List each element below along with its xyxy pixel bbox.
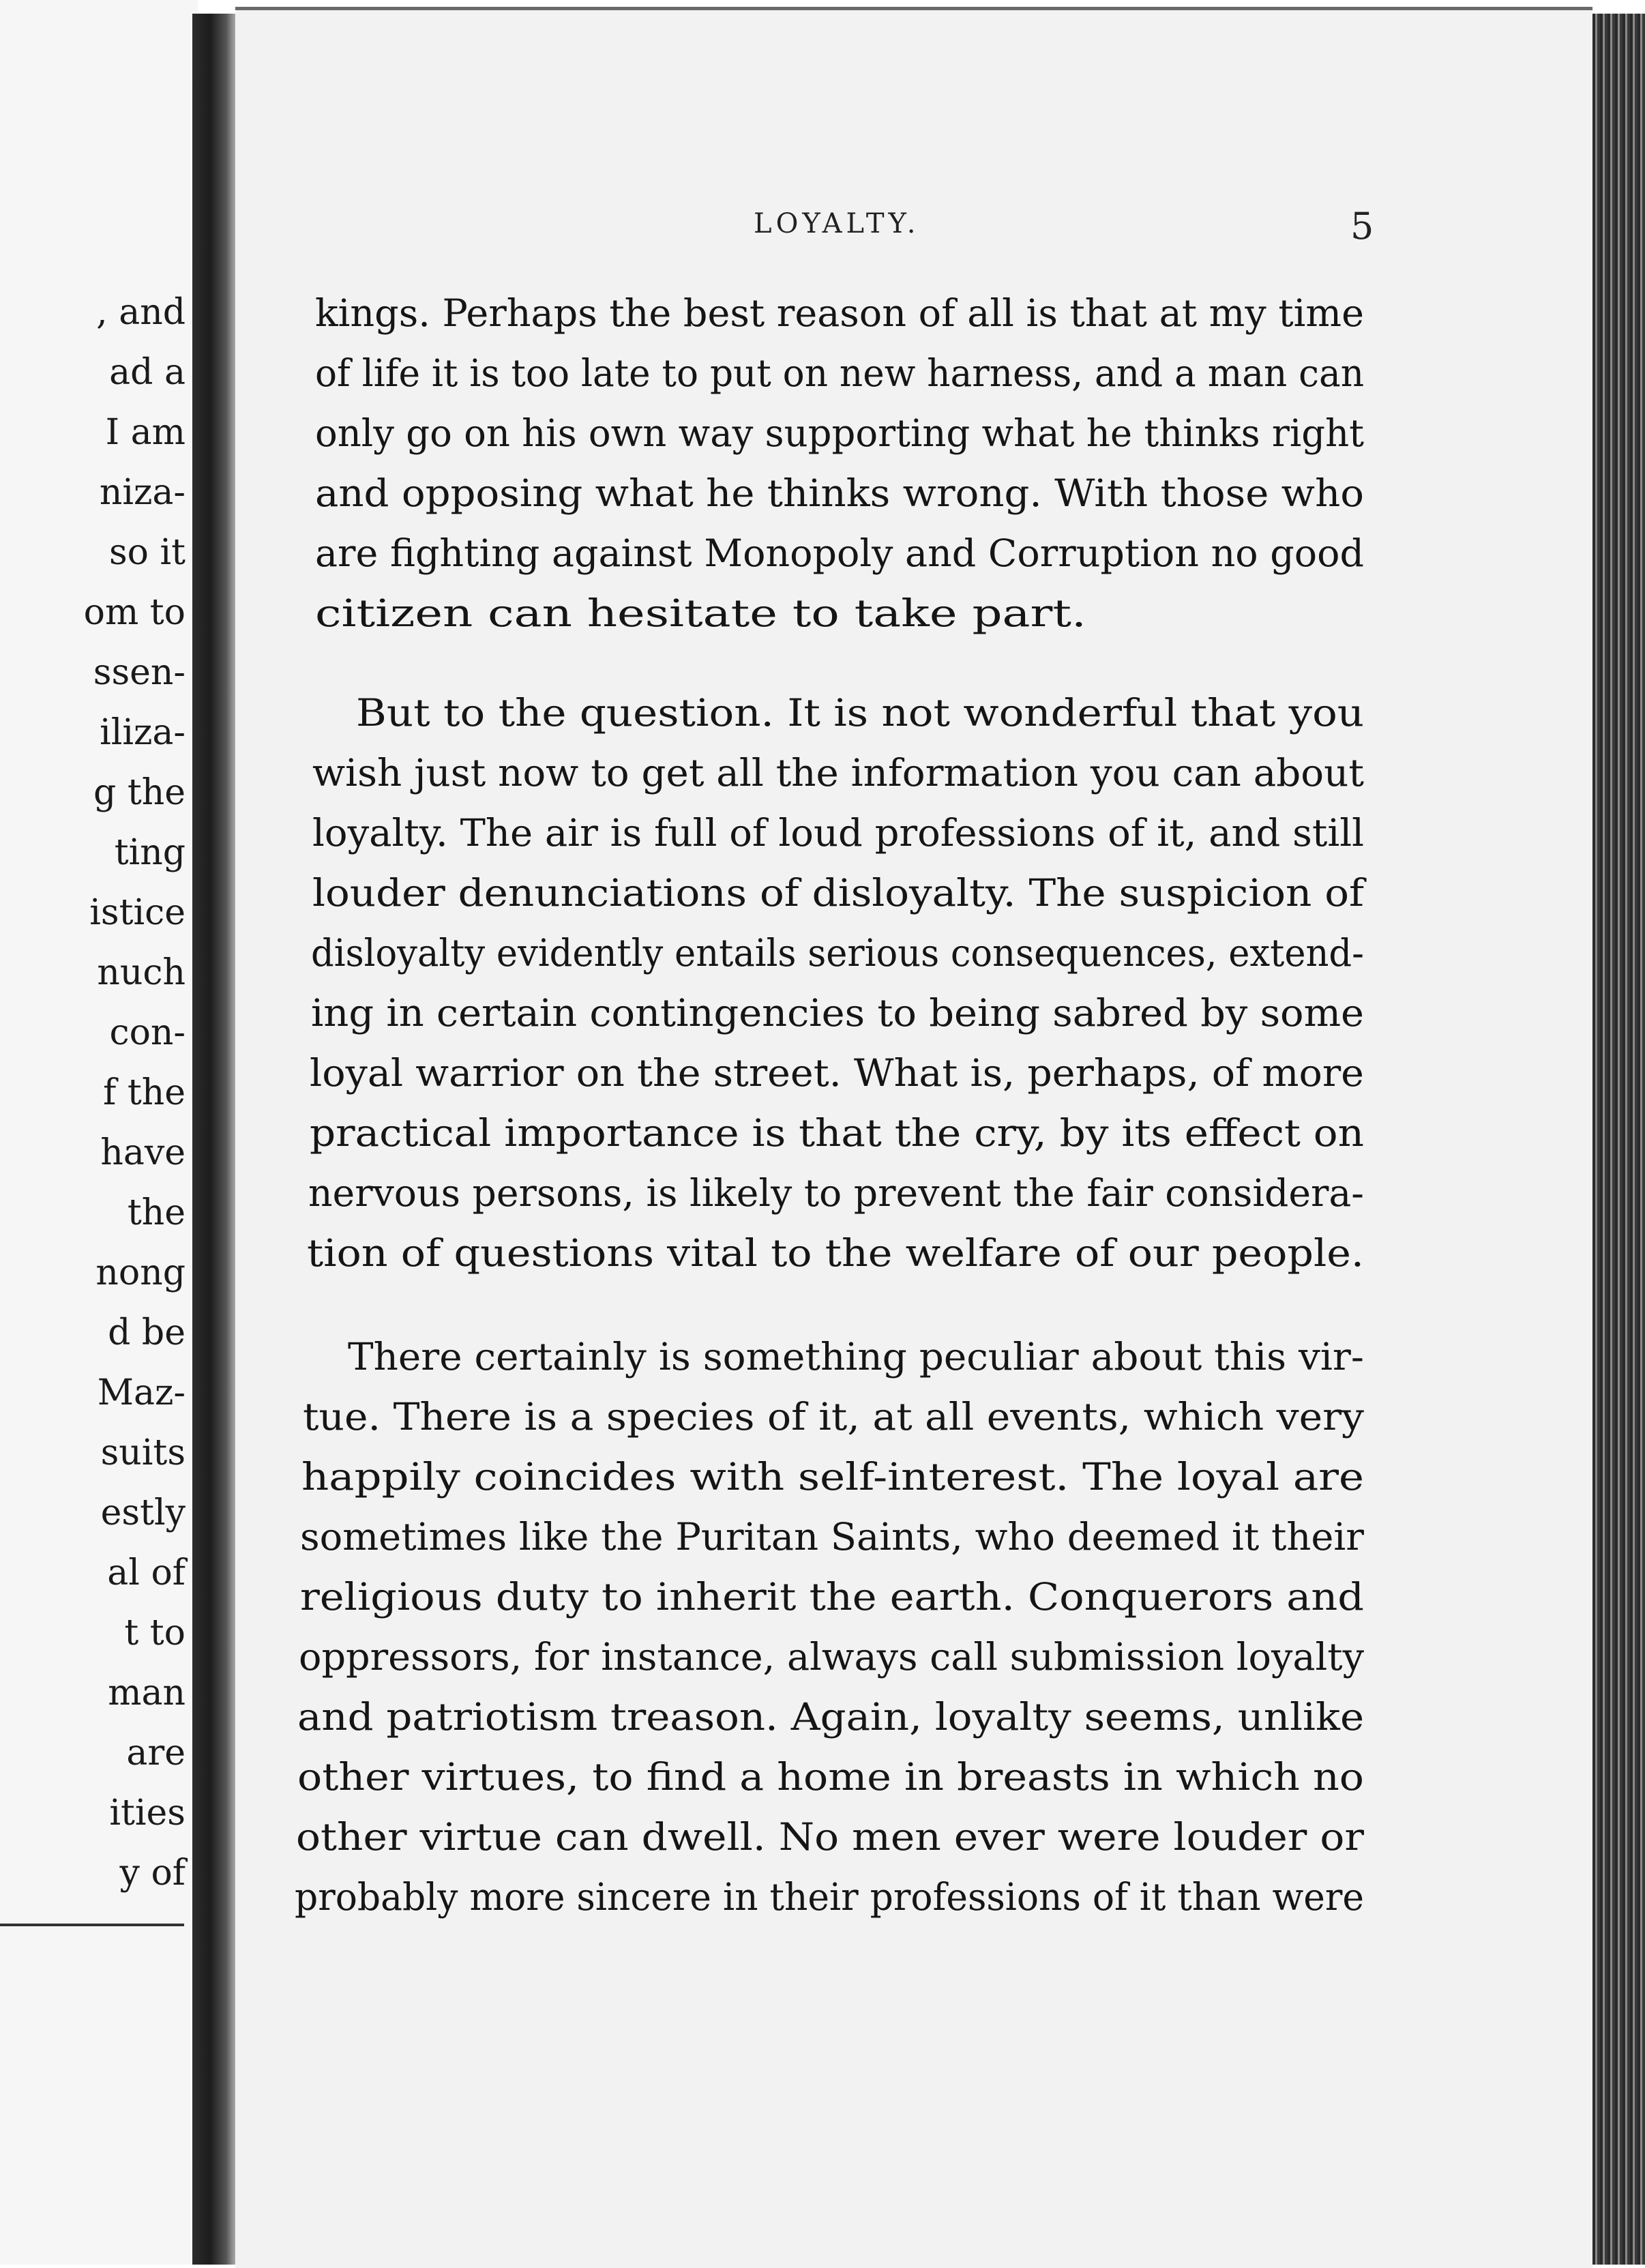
text-line: tue. There is a species of it, at all events, which very bbox=[303, 1395, 1364, 1439]
left-page-text: iliza- bbox=[100, 712, 186, 753]
left-page-text: ting bbox=[114, 832, 186, 873]
left-page-text: nong bbox=[95, 1252, 186, 1293]
text-line: practical importance is that the cry, by its effect on bbox=[310, 1111, 1365, 1155]
text-line: sometimes like the Puritan Saints, who deemed it their bbox=[300, 1515, 1364, 1559]
left-page-text: so it bbox=[108, 532, 186, 573]
text-line: citizen can hesitate to take part. bbox=[315, 591, 1086, 635]
text-line: disloyalty evidently entails serious consequences, extend- bbox=[311, 931, 1364, 975]
left-page-text: , and bbox=[96, 292, 186, 333]
text-line: kings. Perhaps the best reason of all is that at my time bbox=[315, 291, 1364, 335]
page-number: 5 bbox=[1350, 205, 1374, 248]
text-line: religious duty to inherit the earth. Conquerors and bbox=[300, 1575, 1364, 1619]
text-line: are fighting against Monopoly and Corruption no good bbox=[315, 531, 1365, 575]
left-page-text: ad a bbox=[109, 352, 186, 393]
text-line: of life it is too late to put on new harness, and a man can bbox=[315, 351, 1365, 395]
left-page-text: I am bbox=[105, 412, 186, 453]
text-line: wish just now to get all the information you can about bbox=[312, 751, 1364, 795]
left-page-text: niza- bbox=[99, 472, 186, 513]
footnote-rule bbox=[0, 1924, 184, 1926]
left-page-text: have bbox=[100, 1132, 186, 1173]
left-page-text: f the bbox=[103, 1072, 186, 1113]
text-line: other virtues, to find a home in breasts in which no bbox=[297, 1755, 1364, 1799]
left-page-text: nuch bbox=[97, 952, 186, 993]
text-line: happily coincides with self-interest. The loyal are bbox=[301, 1455, 1365, 1499]
left-page-text: are bbox=[126, 1733, 186, 1773]
left-page-text: suits bbox=[100, 1432, 186, 1473]
text-line: oppressors, for instance, always call submission loyalty bbox=[299, 1635, 1365, 1679]
left-page-text: g the bbox=[93, 772, 186, 813]
book-page-edges bbox=[1592, 14, 1645, 2265]
text-line: There certainly is something peculiar about this vir- bbox=[348, 1335, 1364, 1379]
left-page-text: Maz- bbox=[97, 1372, 186, 1413]
left-page-text: ssen- bbox=[93, 652, 186, 693]
text-line: nervous persons, is likely to prevent the fair considera- bbox=[308, 1171, 1364, 1215]
left-page-text: man bbox=[108, 1673, 186, 1713]
text-line: But to the question. It is not wonderful that you bbox=[356, 691, 1365, 735]
left-page-text: t to bbox=[124, 1612, 186, 1653]
text-line: other virtue can dwell. No men ever were louder or bbox=[296, 1815, 1364, 1859]
left-page-text: y of bbox=[119, 1853, 186, 1894]
left-page-text: the bbox=[127, 1192, 186, 1233]
text-line: loyal warrior on the street. What is, perhaps, of more bbox=[310, 1051, 1364, 1095]
left-page-fragment bbox=[0, 0, 198, 2265]
left-page-text: om to bbox=[83, 592, 186, 633]
text-line: probably more sincere in their professions of it than were bbox=[295, 1875, 1365, 1919]
left-page-text: al of bbox=[107, 1552, 186, 1593]
text-line: louder denunciations of disloyalty. The suspicion of bbox=[312, 871, 1365, 915]
text-line: only go on his own way supporting what he thinks right bbox=[315, 411, 1365, 455]
binding-gutter bbox=[192, 14, 237, 2265]
left-page-text: estly bbox=[100, 1492, 186, 1533]
left-page-text: ities bbox=[109, 1793, 186, 1833]
left-page-text: con- bbox=[109, 1012, 186, 1053]
running-head: LOYALTY. bbox=[754, 208, 920, 239]
left-page-text: d be bbox=[108, 1312, 186, 1353]
text-line: tion of questions vital to the welfare of our people. bbox=[307, 1231, 1365, 1275]
text-line: loyalty. The air is full of loud professions of it, and still bbox=[312, 811, 1364, 855]
left-page-text: istice bbox=[89, 892, 186, 933]
text-line: ing in certain contingencies to being sabred by some bbox=[311, 991, 1365, 1035]
text-line: and opposing what he thinks wrong. With those who bbox=[315, 471, 1364, 515]
text-line: and patriotism treason. Again, loyalty seems, unlike bbox=[297, 1695, 1365, 1739]
